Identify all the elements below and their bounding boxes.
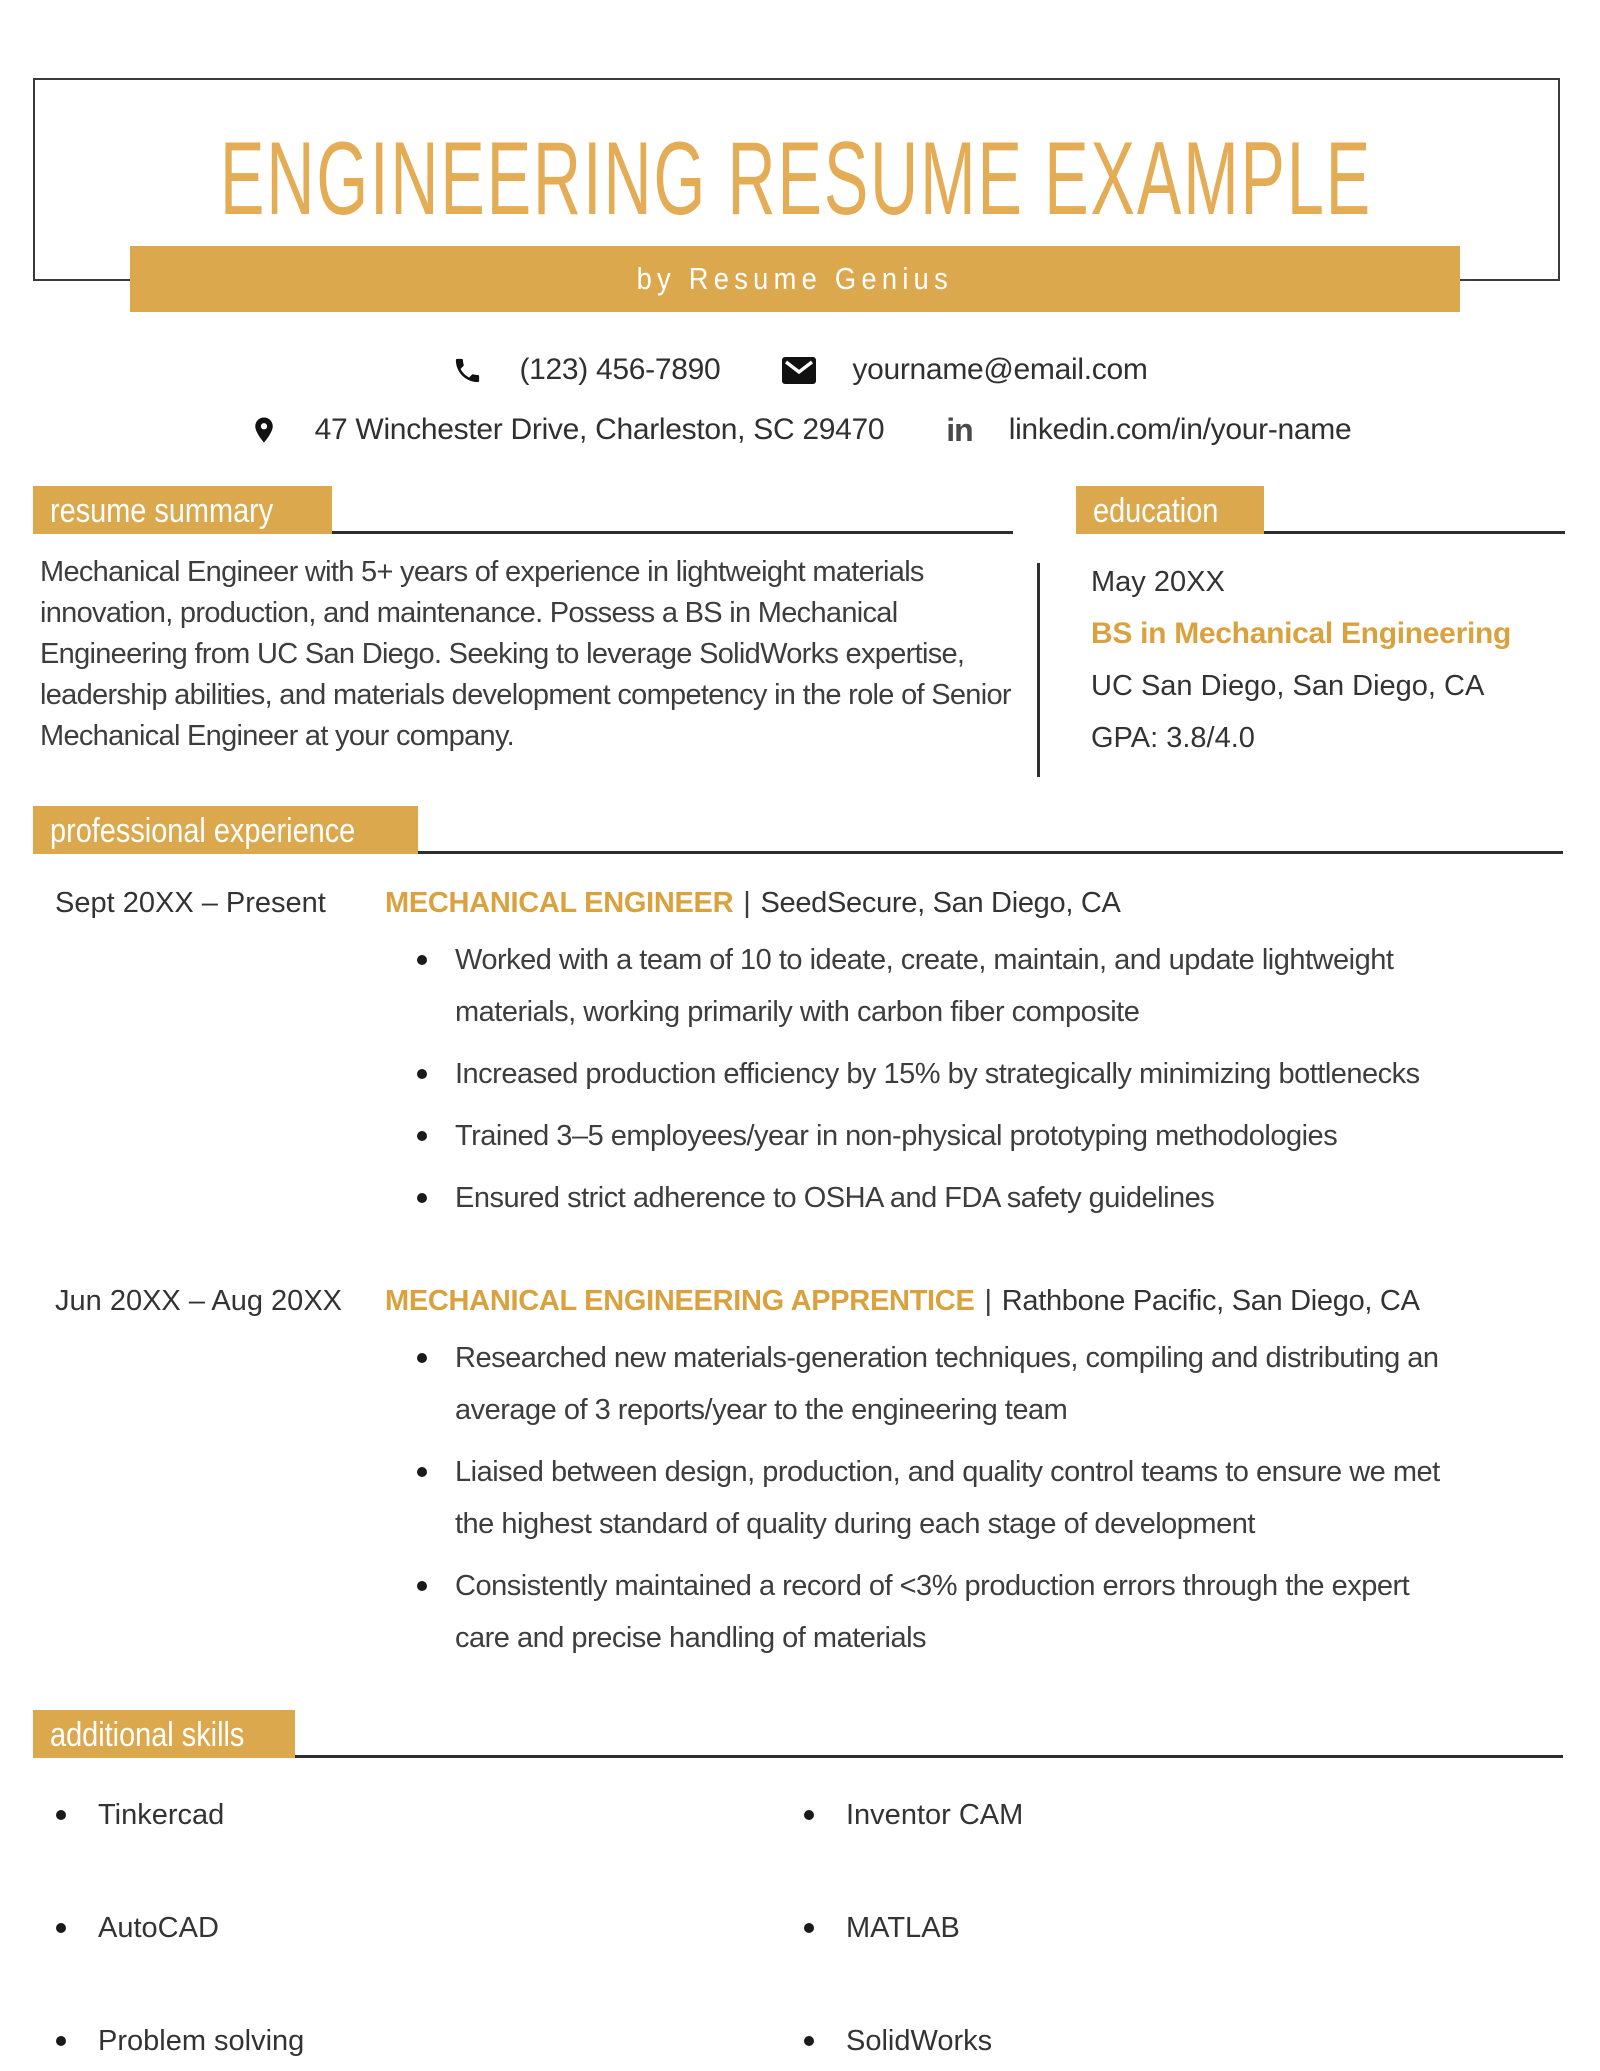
job-1-company: SeedSecure, San Diego, CA [760, 887, 1121, 919]
job-2-bullet: Researched new materials-generation techniques, compiling and distributing an average of 3 reports/year to the engineering team [407, 1332, 1467, 1436]
job-2-title: MECHANICAL ENGINEERING APPRENTICE [385, 1285, 975, 1317]
job-1-separator: | [743, 887, 751, 919]
education-school: UC San Diego, San Diego, CA [1091, 670, 1485, 702]
skills-heading-badge [33, 1710, 295, 1758]
section-header-skills [33, 1710, 1563, 1758]
skills-list-right [796, 1790, 1416, 2071]
job-1-bullet: Trained 3–5 employees/year in non-physical prototyping methodologies [407, 1110, 1467, 1162]
envelope-icon [782, 357, 816, 384]
skills-list-left [48, 1790, 668, 2071]
skill-item: MATLAB [796, 1903, 1416, 1953]
skill-item: SolidWorks [796, 2016, 1416, 2066]
summary-heading-rule [332, 486, 1013, 534]
phone-icon [452, 355, 483, 386]
job-2-bullet-list [407, 1332, 1467, 1674]
contact-row-2 [0, 408, 1600, 452]
street-address: 47 Winchester Drive, Charleston, SC 29470 [314, 413, 885, 446]
job-2-dates: Jun 20XX – Aug 20XX [55, 1285, 342, 1317]
job-2-bullet: Liaised between design, production, and quality control teams to ensure we met the highest standard of quality during each stage of development [407, 1446, 1467, 1550]
skills-heading-label: additional skills [50, 1716, 245, 1754]
subtitle-banner [130, 246, 1460, 312]
summary-heading-badge [33, 486, 332, 534]
job-2-company: Rathbone Pacific, San Diego, CA [1001, 1285, 1420, 1317]
summary-education-divider [1037, 563, 1040, 777]
education-heading-badge [1076, 486, 1264, 534]
education-gpa: GPA: 3.8/4.0 [1091, 722, 1255, 754]
section-header-education [1076, 486, 1565, 534]
experience-heading-rule [418, 806, 1563, 854]
education-heading-rule [1264, 486, 1565, 534]
experience-heading-badge [33, 806, 418, 854]
page-title: ENGINEERING RESUME EXAMPLE [220, 121, 1373, 237]
contact-row-1 [0, 348, 1600, 392]
job-1-bullet: Increased production efficiency by 15% by strategically minimizing bottlenecks [407, 1048, 1467, 1100]
skill-item: Inventor CAM [796, 1790, 1416, 1840]
contact-email [782, 353, 1147, 387]
skill-item: Problem solving [48, 2016, 668, 2066]
section-header-experience [33, 806, 1563, 854]
linkedin-url: linkedin.com/in/your-name [1008, 413, 1352, 446]
education-heading-label: education [1093, 492, 1219, 530]
job-1-bullet: Worked with a team of 10 to ideate, create, maintain, and update lightweight materials, working primarily with carbon fiber composite [407, 934, 1467, 1038]
experience-heading-label: professional experience [50, 812, 356, 850]
summary-heading-label: resume summary [50, 492, 274, 530]
job-1-title: MECHANICAL ENGINEER [385, 887, 734, 919]
education-details [1091, 556, 1561, 764]
job-2-title-line [385, 1284, 1420, 1318]
job-1-header [33, 886, 1563, 920]
job-2-separator: | [984, 1285, 992, 1317]
contact-linkedin [946, 413, 1351, 447]
location-pin-icon [249, 412, 279, 448]
skill-item: Tinkercad [48, 1790, 668, 1840]
education-date: May 20XX [1091, 566, 1225, 598]
job-1-dates: Sept 20XX – Present [55, 887, 326, 919]
summary-paragraph: Mechanical Engineer with 5+ years of experience in lightweight materials innovation, production, and maintenance. Possess a BS in Mechanical Engineering from UC San Diego. Seeking to leverage SolidWorks expertise, leadership abilities, and materials development competency in the role of Senior Mechanical Engineer at your company. [40, 556, 1011, 752]
job-1-bullet-list [407, 934, 1467, 1234]
contact-block [0, 348, 1600, 452]
job-2-bullet: Consistently maintained a record of <3% production errors through the expert care and precise handling of materials [407, 1560, 1467, 1664]
education-degree: BS in Mechanical Engineering [1091, 617, 1512, 650]
linkedin-icon: in [946, 412, 973, 448]
subtitle-text: by Resume Genius [636, 261, 954, 296]
section-header-summary [33, 486, 1013, 534]
skills-heading-rule [295, 1710, 1563, 1758]
email-address: yourname@email.com [852, 353, 1148, 386]
skill-item: AutoCAD [48, 1903, 668, 1953]
phone-number: (123) 456-7890 [519, 353, 721, 386]
contact-phone [452, 353, 720, 387]
job-2-header [33, 1284, 1563, 1318]
job-1-title-line [385, 886, 1121, 920]
contact-address [249, 412, 885, 448]
job-1-bullet: Ensured strict adherence to OSHA and FDA safety guidelines [407, 1172, 1467, 1224]
